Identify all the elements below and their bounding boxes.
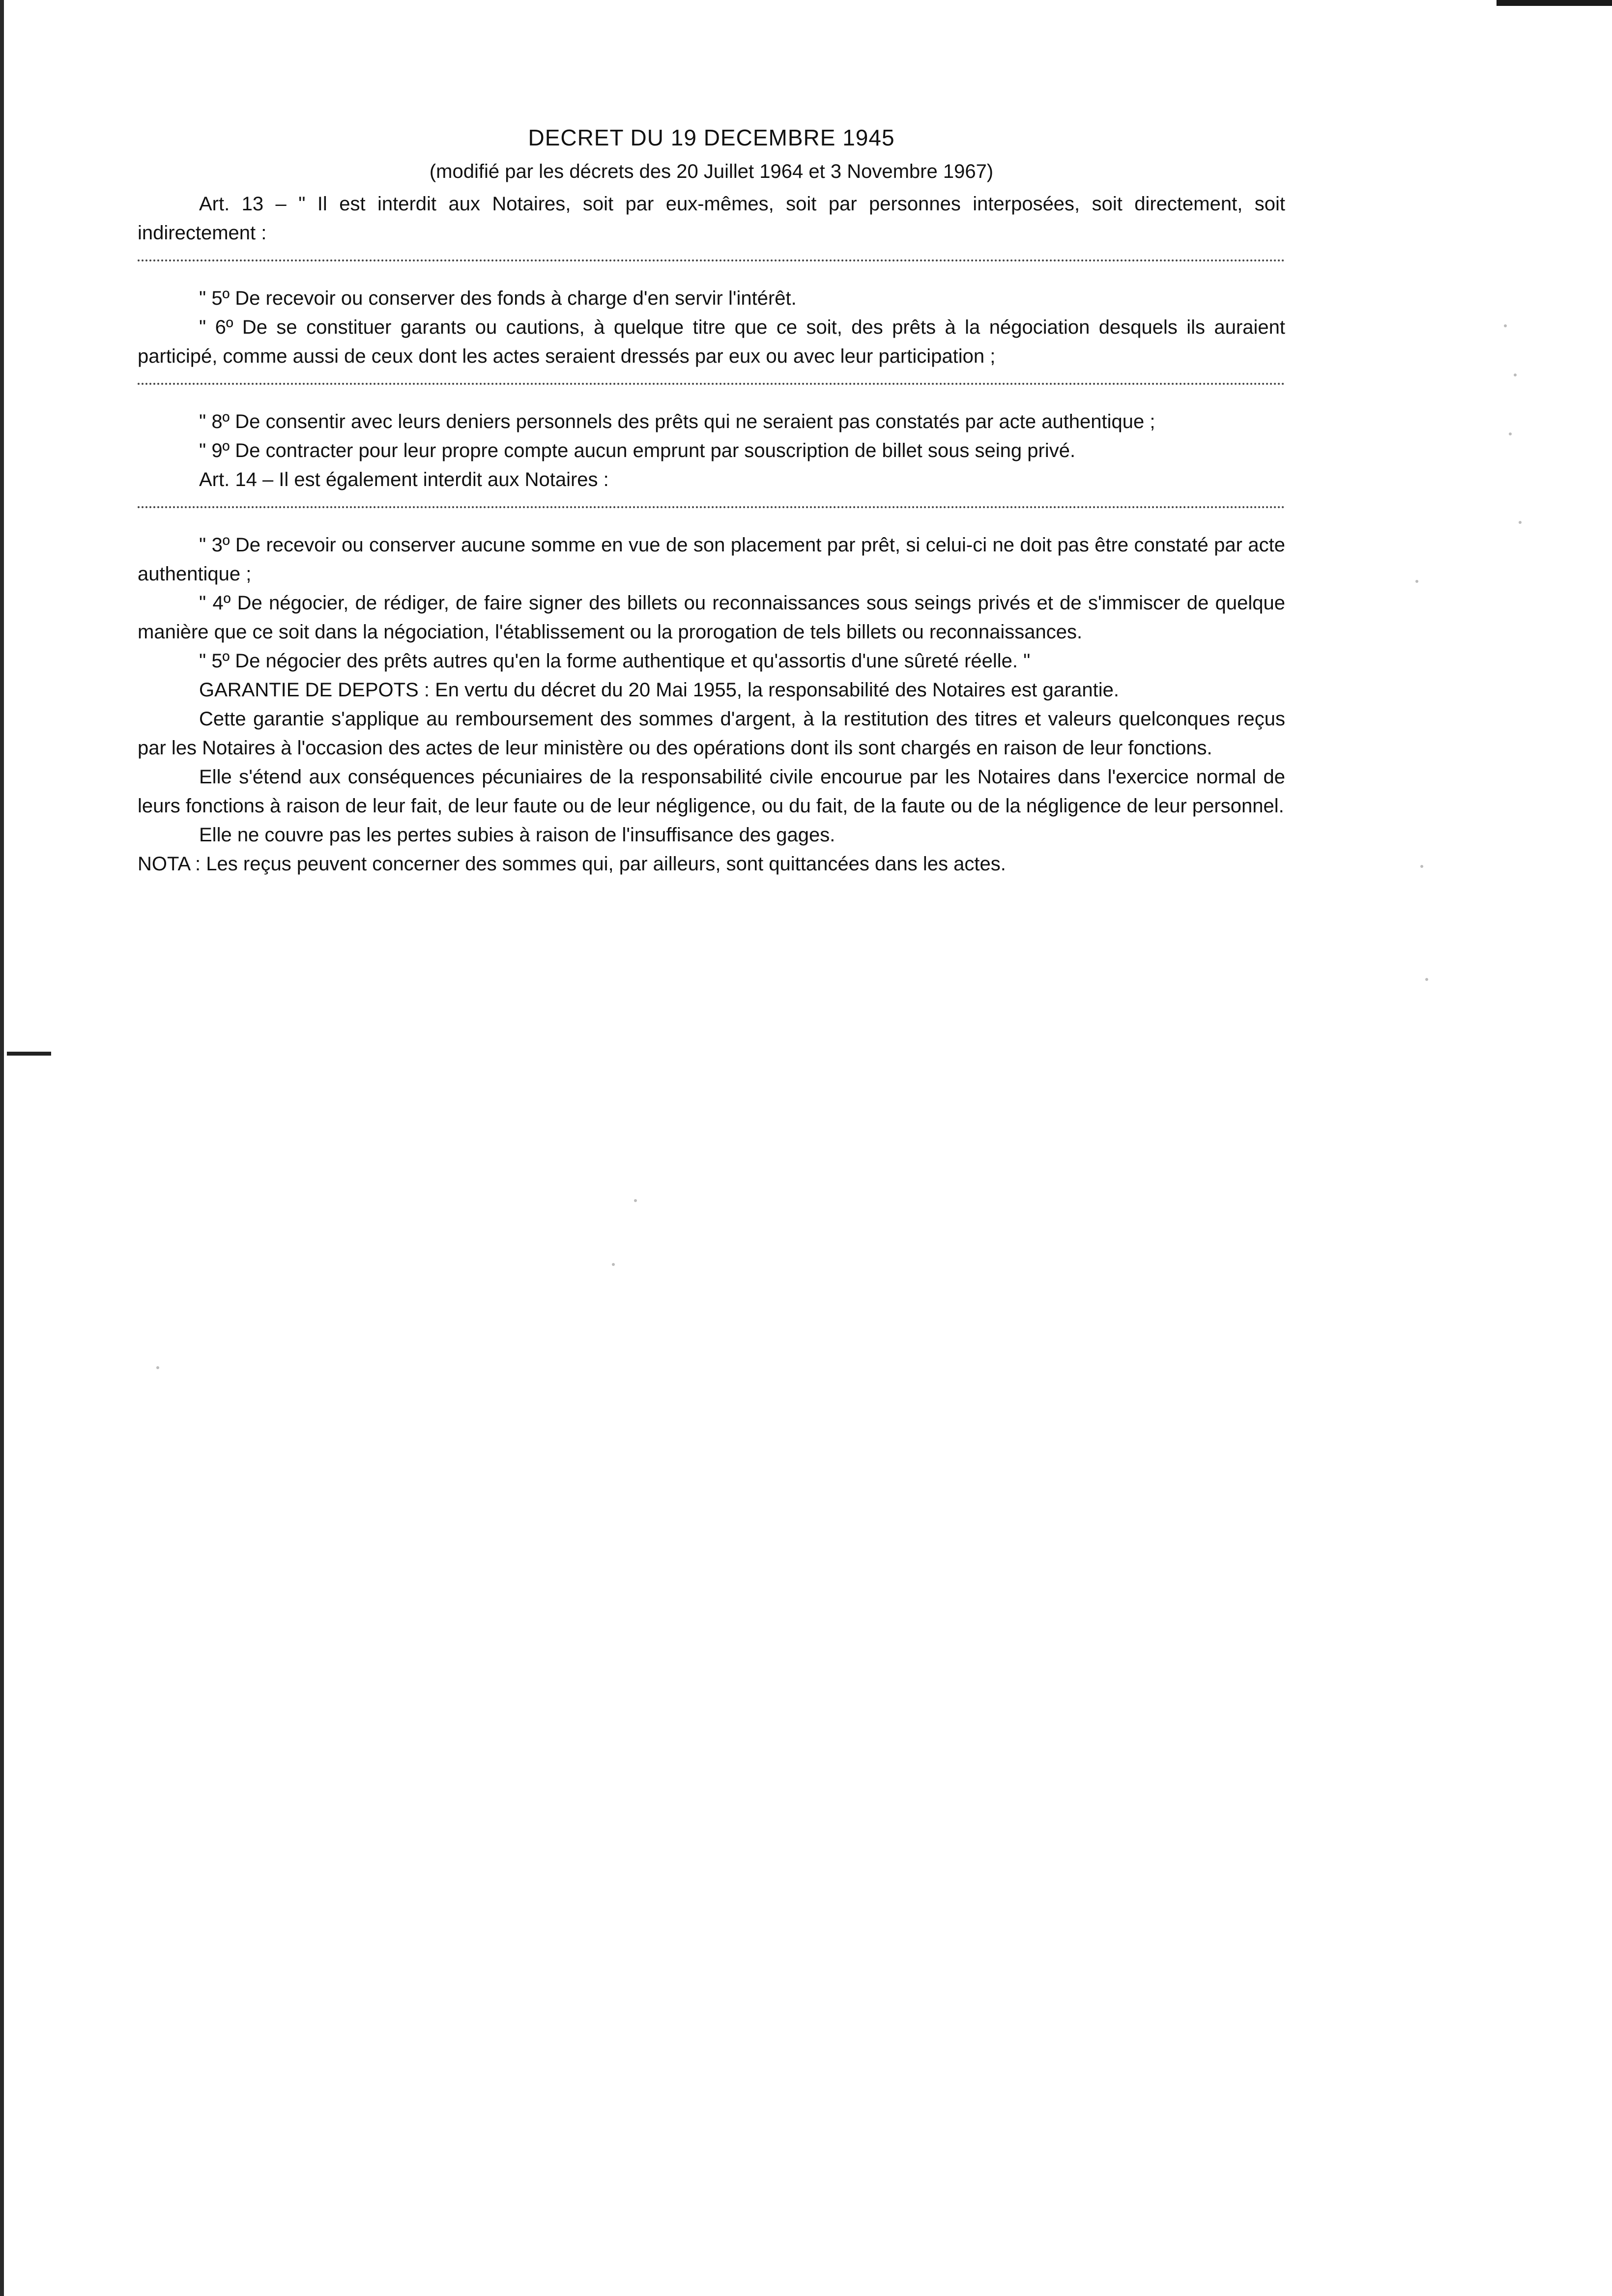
document-title: DECRET DU 19 DECEMBRE 1945: [528, 125, 895, 150]
article-13-item-8: " 8º De consentir avec leurs deniers personnels des prêts qui ne seraient pas constatés par acte authentique ;: [199, 411, 1155, 432]
nota-paragraph: NOTA : Les reçus peuvent concerner des sommes qui, par ailleurs, sont quittancées dans les actes.: [138, 853, 1006, 875]
article-14-item-4: " 4º De négocier, de rédiger, de faire signer des billets ou reconnaissances sous seings privés et de s'immiscer de quelque manière que ce soit dans la négociation, l'établissement ou la prorogation de tels billets ou reconnaissances.: [138, 592, 1285, 643]
article-14-item-5: " 5º De négocier des prêts autres qu'en la forme authentique et qu'assortis d'une sûreté réelle. ": [199, 650, 1031, 672]
scan-speckle: [1425, 978, 1428, 981]
document-body: [138, 123, 1285, 879]
scan-edge-mark: [7, 1052, 51, 1056]
garantie-scope-paragraph: Cette garantie s'applique au remboursement des sommes d'argent, à la restitution des titres et valeurs quelconques reçus par les Notaires à l'occasion des actes de leur ministère ou des opérations dont ils sont chargés en raison de leur fonctions.: [138, 708, 1285, 759]
scan-speckle: [1514, 373, 1517, 376]
scan-speckle: [156, 1366, 159, 1369]
article-14-item-3: " 3º De recevoir ou conserver aucune somme en vue de son placement par prêt, si celui-ci ne doit pas être constaté par acte authentique ;: [138, 534, 1285, 585]
article-14-intro: Art. 14 – Il est également interdit aux Notaires :: [199, 469, 609, 490]
omission-dotted-line: [138, 504, 1285, 508]
scan-speckle: [1519, 521, 1522, 524]
document-subtitle: (modifié par les décrets des 20 Juillet 1964 et 3 Novembre 1967): [429, 161, 994, 182]
scan-edge-top: [1497, 0, 1612, 6]
scan-speckle: [1420, 865, 1423, 868]
omission-dotted-line: [138, 381, 1285, 385]
article-13-item-5: " 5º De recevoir ou conserver des fonds à charge d'en servir l'intérêt.: [199, 287, 797, 309]
scan-speckle: [634, 1199, 637, 1202]
article-13-item-9: " 9º De contracter pour leur propre compte aucun emprunt par souscription de billet sous seing privé.: [199, 440, 1076, 461]
article-13-intro: Art. 13 – " Il est interdit aux Notaires, soit par eux-mêmes, soit par personnes interposées, soit directement, soit indirectement :: [138, 193, 1285, 244]
scan-edge-left: [0, 0, 4, 2296]
omission-dotted-line: [138, 258, 1285, 261]
garantie-exclusion-paragraph: Elle ne couvre pas les pertes subies à raison de l'insuffisance des gages.: [199, 824, 835, 846]
article-13-item-6: " 6º De se constituer garants ou cautions, à quelque titre que ce soit, des prêts à la négociation desquels ils auraient participé, comme aussi de ceux dont les actes seraient dressés par eux ou avec leur participation ;: [138, 316, 1285, 367]
scan-speckle: [612, 1263, 615, 1266]
scan-speckle: [1504, 324, 1507, 327]
garantie-heading-paragraph: GARANTIE DE DEPOTS : En vertu du décret du 20 Mai 1955, la responsabilité des Notaires est garantie.: [199, 679, 1120, 701]
scan-speckle: [1509, 432, 1512, 435]
scan-speckle: [1415, 580, 1418, 583]
garantie-extent-paragraph: Elle s'étend aux conséquences pécuniaires de la responsabilité civile encourue par les Notaires dans l'exercice normal de leurs fonctions à raison de leur fait, de leur faute ou de leur négligence, ou du fait, de la faute ou de la négligence de leur personnel.: [138, 766, 1285, 817]
